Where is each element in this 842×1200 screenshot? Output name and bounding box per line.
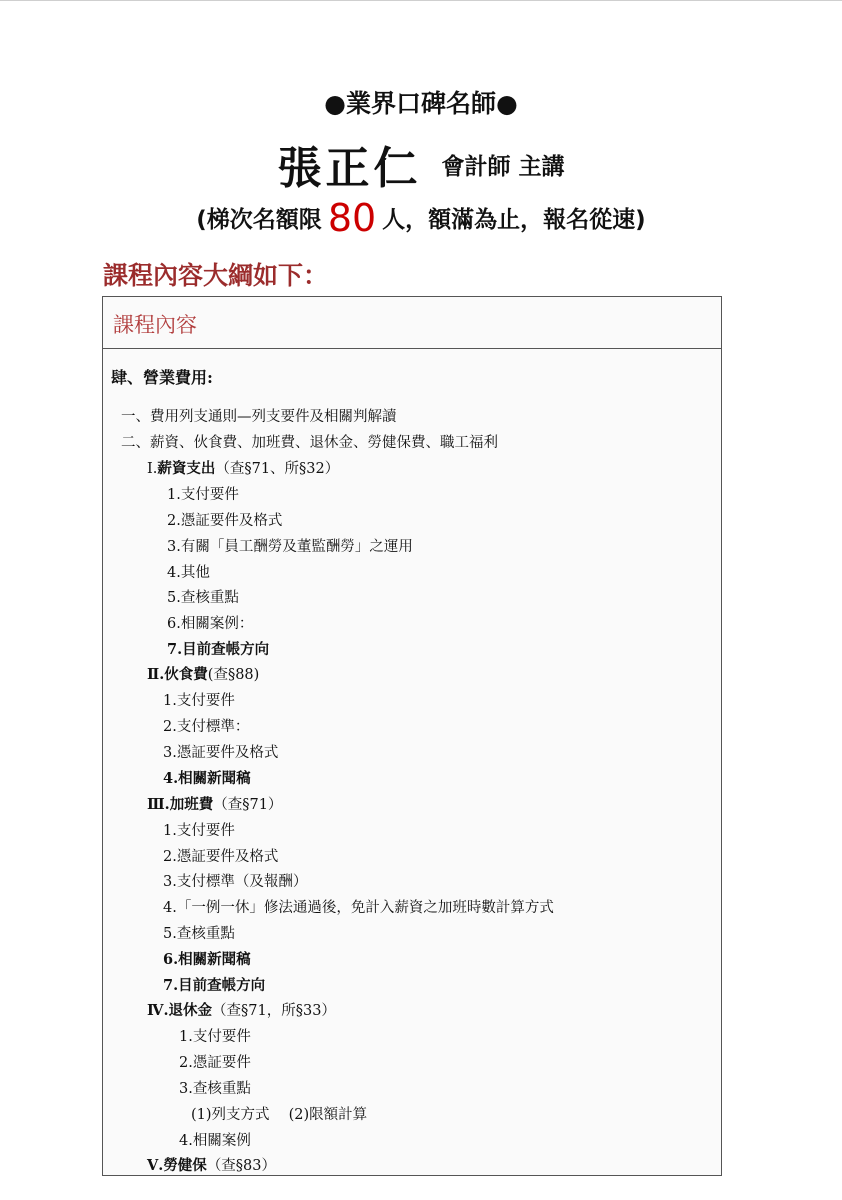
salary-ref: （查§71、所§32） [215, 461, 340, 477]
overtime-ref: （查§71） [213, 797, 283, 813]
meal-prefix: Ⅱ. [147, 666, 165, 683]
salary-item: 1.支付要件 [167, 487, 239, 503]
insurance-prefix: Ⅴ. [147, 1157, 164, 1174]
overtime-item: 5.查核重點 [163, 926, 235, 942]
salary-heading [147, 457, 339, 478]
overtime-item: 4.「一例一休」修法通過後，免計入薪資之加班時數計算方式 [163, 900, 554, 916]
salary-item: 4.其他 [167, 565, 210, 581]
salary-label: 薪資支出 [157, 460, 216, 477]
speaker-name: 張正仁 [277, 143, 422, 194]
meal-item: 2.支付標準： [163, 719, 250, 735]
salary-item: 6.相關案例： [167, 616, 254, 632]
meal-item: 3.憑証要件及格式 [163, 745, 279, 761]
meal-label: 伙食費 [164, 666, 208, 683]
pension-item: 2.憑証要件 [179, 1055, 251, 1071]
outline-heading: 課程內容大綱如下： [103, 261, 329, 290]
top-divider [0, 0, 842, 1]
overtime-prefix: Ⅲ. [147, 796, 170, 813]
outline-item-2: 二、薪資、伙食費、加班費、退休金、勞健保費、職工福利 [121, 435, 498, 451]
limit-prefix: (梯次名額限 [196, 207, 322, 233]
pension-item: 3.查核重點 [179, 1081, 251, 1097]
overtime-item: 3.支付標準（及報酬） [163, 874, 308, 890]
course-box-header: 課程內容 [103, 297, 721, 349]
overtime-item: 1.支付要件 [163, 823, 235, 839]
outline-item-1: 一、費用列支通則—列支要件及相關判解讀 [121, 409, 397, 425]
meal-ref: (查§88) [207, 667, 260, 683]
salary-item: 2.憑証要件及格式 [167, 513, 283, 529]
insurance-ref: （查§83） [206, 1158, 277, 1174]
course-content-box [102, 296, 722, 1176]
limit-number: 80 [327, 196, 377, 240]
pension-label: 退休金 [168, 1002, 213, 1019]
tagline: ●業界口碑名師● [324, 89, 518, 118]
salary-item: 3.有關「員工酬勞及董監酬勞」之運用 [167, 539, 413, 555]
overtime-item: 2.憑証要件及格式 [163, 849, 279, 865]
pension-ref: （查§71，所§33） [212, 1003, 336, 1019]
pension-item: 1.支付要件 [179, 1029, 251, 1045]
pension-subitem: (1)列支方式 (2)限額計算 [191, 1107, 368, 1123]
overtime-item: 7.目前查帳方向 [163, 977, 266, 994]
speaker-role: 會計師 主講 [441, 152, 565, 180]
pension-prefix: Ⅳ. [147, 1002, 169, 1019]
overtime-heading [147, 793, 282, 814]
meal-heading [147, 663, 259, 684]
meal-item: 1.支付要件 [163, 693, 235, 709]
salary-prefix: Ⅰ. [147, 461, 158, 477]
pension-item: 4.相關案例 [179, 1133, 251, 1149]
overtime-item: 6.相關新聞稿 [163, 951, 251, 968]
limit-suffix: 人，額滿為止，報名從速) [382, 207, 646, 233]
section-title: 肆、營業費用: [111, 368, 213, 387]
salary-item: 7.目前查帳方向 [167, 641, 270, 658]
insurance-heading [147, 1154, 276, 1175]
pension-heading [147, 999, 336, 1020]
enrollment-limit-note [0, 196, 842, 240]
meal-item: 4.相關新聞稿 [163, 770, 251, 787]
speaker-row [0, 132, 842, 196]
salary-item: 5.查核重點 [167, 590, 239, 606]
insurance-label: 勞健保 [163, 1157, 207, 1174]
overtime-label: 加班費 [169, 796, 214, 813]
